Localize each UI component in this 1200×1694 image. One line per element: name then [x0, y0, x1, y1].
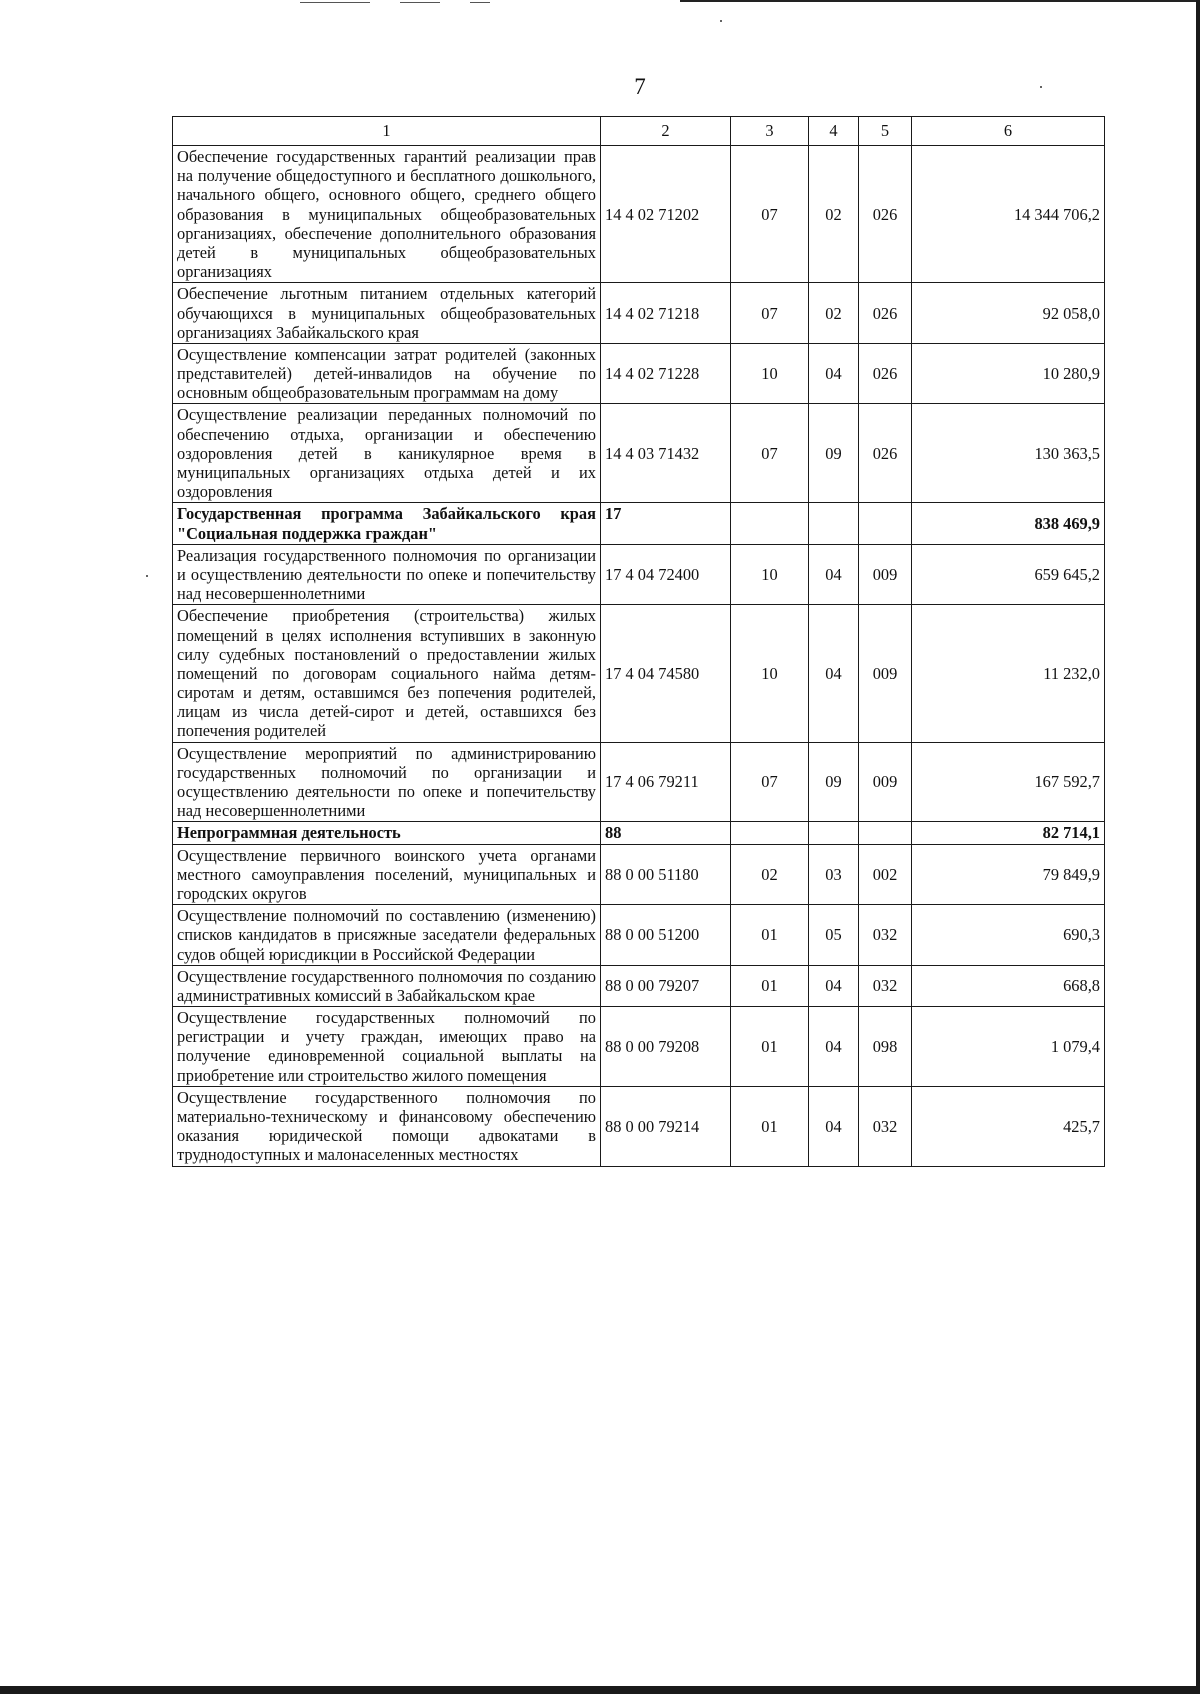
row-grbs-cell: 009 — [859, 605, 912, 742]
row-name-cell: Реализация государственного полномочия по организации и осуществлению деятельности по опеке и попечительству над несовершеннолетними — [173, 544, 601, 605]
row-section-cell: 10 — [731, 605, 809, 742]
row-section-cell: 01 — [731, 905, 809, 966]
row-section-cell: 01 — [731, 1007, 809, 1087]
row-section-cell — [731, 503, 809, 544]
row-sum-cell: 838 469,9 — [912, 503, 1105, 544]
row-grbs-cell: 032 — [859, 905, 912, 966]
row-grbs-cell: 098 — [859, 1007, 912, 1087]
row-name-cell: Обеспечение государственных гарантий реализации прав на получение общедоступного и бесплатного дошкольного, начального общего, основного общего, среднего общего образования в муниципальных общеобразовательных организациях, обеспечение дополнительного образования детей в муниципальных общеобразовательных организациях — [173, 146, 601, 283]
row-subsection-cell: 04 — [809, 605, 859, 742]
row-sum-cell: 425,7 — [912, 1086, 1105, 1166]
row-name-cell: Осуществление реализации переданных полномочий по обеспечению отдыха, организации и обеспечению оздоровления детей в каникулярное время в муниципальных организациях отдыха детей и их оздоровления — [173, 404, 601, 503]
row-grbs-cell: 009 — [859, 544, 912, 605]
row-code-cell: 17 4 04 74580 — [601, 605, 731, 742]
scan-top-border — [680, 0, 1200, 2]
table-row — [173, 283, 1105, 344]
row-grbs-cell: 026 — [859, 283, 912, 344]
scan-top-dash — [470, 2, 490, 3]
row-code-cell: 14 4 02 71228 — [601, 343, 731, 404]
row-subsection-cell — [809, 503, 859, 544]
table-row-program — [173, 822, 1105, 844]
row-grbs-cell: 032 — [859, 965, 912, 1006]
row-name-cell: Обеспечение льготным питанием отдельных категорий обучающихся в муниципальных общеобразовательных организациях Забайкальского края — [173, 283, 601, 344]
row-grbs-cell — [859, 822, 912, 844]
table-row — [173, 742, 1105, 822]
row-code-cell: 88 0 00 79208 — [601, 1007, 731, 1087]
row-section-cell: 07 — [731, 404, 809, 503]
row-code-cell: 17 — [601, 503, 731, 544]
header-col-4: 4 — [809, 117, 859, 146]
table-row — [173, 605, 1105, 742]
row-sum-cell: 11 232,0 — [912, 605, 1105, 742]
header-col-6: 6 — [912, 117, 1105, 146]
table-row — [173, 905, 1105, 966]
row-code-cell: 14 4 03 71432 — [601, 404, 731, 503]
row-code-cell: 17 4 04 72400 — [601, 544, 731, 605]
row-code-cell: 14 4 02 71218 — [601, 283, 731, 344]
row-name-cell: Осуществление государственных полномочий по регистрации и учету граждан, имеющих право на получение единовременной социальной выплаты на приобретение или строительство жилого помещения — [173, 1007, 601, 1087]
row-subsection-cell: 09 — [809, 742, 859, 822]
row-name-cell: Обеспечение приобретения (строительства) жилых помещений в целях исполнения вступивших в законную силу судебных постановлений о предоставлении жилых помещений по договорам социального найма детям-сиротам и детям, оставшимся без попечения родителей, лицам из числа детей-сирот и детей, оставшихся без попечения родителей — [173, 605, 601, 742]
header-col-5: 5 — [859, 117, 912, 146]
row-grbs-cell — [859, 503, 912, 544]
scan-right-border — [1196, 0, 1200, 1694]
row-code-cell: 88 0 00 51180 — [601, 844, 731, 905]
row-sum-cell: 668,8 — [912, 965, 1105, 1006]
row-name-cell: Осуществление компенсации затрат родителей (законных представителей) детей-инвалидов на обучение по основным общеобразовательным программам на дому — [173, 343, 601, 404]
row-code-cell: 88 — [601, 822, 731, 844]
table-row — [173, 146, 1105, 283]
row-sum-cell: 10 280,9 — [912, 343, 1105, 404]
scan-speck — [1040, 86, 1042, 88]
row-sum-cell: 82 714,1 — [912, 822, 1105, 844]
table-row — [173, 1007, 1105, 1087]
table-row — [173, 965, 1105, 1006]
row-grbs-cell: 026 — [859, 343, 912, 404]
row-sum-cell: 92 058,0 — [912, 283, 1105, 344]
row-subsection-cell: 04 — [809, 544, 859, 605]
row-subsection-cell: 04 — [809, 1086, 859, 1166]
row-code-cell: 88 0 00 51200 — [601, 905, 731, 966]
row-sum-cell: 130 363,5 — [912, 404, 1105, 503]
row-section-cell: 07 — [731, 742, 809, 822]
table-row — [173, 404, 1105, 503]
row-section-cell: 02 — [731, 844, 809, 905]
row-sum-cell: 79 849,9 — [912, 844, 1105, 905]
row-subsection-cell: 09 — [809, 404, 859, 503]
row-code-cell: 14 4 02 71202 — [601, 146, 731, 283]
row-sum-cell: 14 344 706,2 — [912, 146, 1105, 283]
row-subsection-cell: 04 — [809, 343, 859, 404]
row-subsection-cell — [809, 822, 859, 844]
table-row — [173, 544, 1105, 605]
table-row — [173, 844, 1105, 905]
scan-top-dash — [400, 2, 440, 3]
row-name-cell: Осуществление государственного полномочия по материально-техническому и финансовому обеспечению оказания юридической помощи адвокатами в труднодоступных и малонаселенных местностях — [173, 1086, 601, 1166]
scan-speck — [146, 575, 148, 577]
row-sum-cell: 690,3 — [912, 905, 1105, 966]
row-sum-cell: 659 645,2 — [912, 544, 1105, 605]
row-section-cell: 07 — [731, 146, 809, 283]
row-section-cell — [731, 822, 809, 844]
page-number: 7 — [634, 74, 646, 99]
budget-table — [172, 116, 1105, 1167]
row-code-cell: 88 0 00 79207 — [601, 965, 731, 1006]
row-grbs-cell: 026 — [859, 146, 912, 283]
table-body — [173, 146, 1105, 1167]
row-name-cell: Осуществление полномочий по составлению (изменению) списков кандидатов в присяжные заседатели федеральных судов общей юрисдикции в Российской Федерации — [173, 905, 601, 966]
table-row-program — [173, 503, 1105, 544]
header-col-2: 2 — [601, 117, 731, 146]
row-grbs-cell: 026 — [859, 404, 912, 503]
row-name-cell: Государственная программа Забайкальского края "Социальная поддержка граждан" — [173, 503, 601, 544]
row-section-cell: 10 — [731, 343, 809, 404]
row-section-cell: 10 — [731, 544, 809, 605]
scan-bottom-border — [0, 1686, 1200, 1694]
scan-speck — [720, 20, 722, 22]
row-grbs-cell: 032 — [859, 1086, 912, 1166]
row-sum-cell: 1 079,4 — [912, 1007, 1105, 1087]
table-row — [173, 1086, 1105, 1166]
header-col-1: 1 — [173, 117, 601, 146]
table-row — [173, 343, 1105, 404]
row-subsection-cell: 05 — [809, 905, 859, 966]
row-grbs-cell: 002 — [859, 844, 912, 905]
table-header-row — [173, 117, 1105, 146]
row-sum-cell: 167 592,7 — [912, 742, 1105, 822]
scan-top-dash — [300, 2, 370, 3]
row-subsection-cell: 04 — [809, 1007, 859, 1087]
row-name-cell: Осуществление первичного воинского учета органами местного самоуправления поселений, муниципальных и городских округов — [173, 844, 601, 905]
row-subsection-cell: 03 — [809, 844, 859, 905]
row-subsection-cell: 04 — [809, 965, 859, 1006]
row-name-cell: Осуществление государственного полномочия по созданию административных комиссий в Забайкальском крае — [173, 965, 601, 1006]
row-subsection-cell: 02 — [809, 146, 859, 283]
row-section-cell: 01 — [731, 1086, 809, 1166]
header-col-3: 3 — [731, 117, 809, 146]
row-name-cell: Осуществление мероприятий по администрированию государственных полномочий по организации и осуществлению деятельности по опеке и попечительству над несовершеннолетними — [173, 742, 601, 822]
row-section-cell: 01 — [731, 965, 809, 1006]
row-grbs-cell: 009 — [859, 742, 912, 822]
row-name-cell: Непрограммная деятельность — [173, 822, 601, 844]
row-code-cell: 88 0 00 79214 — [601, 1086, 731, 1166]
row-section-cell: 07 — [731, 283, 809, 344]
row-code-cell: 17 4 06 79211 — [601, 742, 731, 822]
row-subsection-cell: 02 — [809, 283, 859, 344]
